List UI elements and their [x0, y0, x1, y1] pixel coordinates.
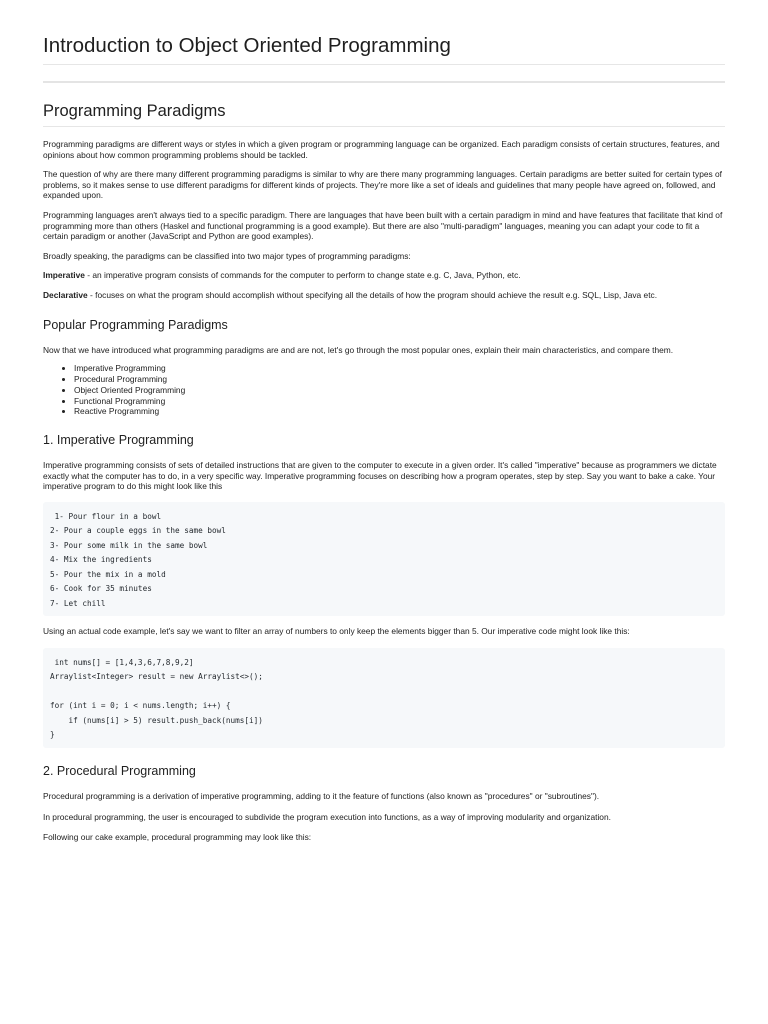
- paradigm-list: [43, 363, 725, 417]
- section-heading-programming-paradigms: Programming Paradigms: [43, 83, 725, 127]
- list-item: • Procedural Programming: [74, 374, 725, 385]
- section-heading-popular-paradigms: Popular Programming Paradigms: [43, 317, 228, 332]
- paragraph: Programming paradigms are different ways or styles in which a given program or programming language can be organized. Each paradigm consists of certain structures, features, and opinions about how common programming problems should be tackled.: [43, 139, 720, 160]
- paragraph: Procedural programming is a derivation of imperative programming, adding to it the feature of functions (also known as "procedures" or "subroutines").: [43, 790, 600, 801]
- paragraph: Programming languages aren't always tied to a specific paradigm. There are languages that have been built with a certain paradigm in mind and have features that facilitate that kind of programming more than others (Haskel and functional programming is a good example). But there are also "multi-paradigm" languages, meaning you can adapt your code to fit a certain paradigm or another (JavaScript and Python are good examples).: [43, 209, 723, 242]
- paragraph: Broadly speaking, the paradigms can be classified into two major types of programming paradigms:: [43, 250, 411, 261]
- definition-text: - focuses on what the program should accomplish without specifying all the details of how the program should achieve the result e.g. SQL, Lisp, Java etc.: [87, 289, 658, 300]
- list-item: • Functional Programming: [74, 396, 725, 407]
- term-imperative: Imperative: [43, 270, 85, 281]
- code-block-filter-example: int nums[] = [1,4,3,6,7,8,9,2] Arraylist<Integer> result = new Arraylist<>(); for (int i = 0; i < nums.length; i++) { if (nums[i] > 5) result.push_back(nums[i]) }: [43, 648, 725, 748]
- paragraph: The question of why are there many different programming paradigms is similar to why are there many programming languages. Certain paradigms are better suited for certain types of problems, so it makes sense to use different paradigms for different kinds of projects. They're more like a set of ideals and guidelines that many people have agreed on, followed, and expanded upon.: [43, 169, 723, 201]
- paragraph: Following our cake example, procedural programming may look like this:: [43, 832, 312, 843]
- paragraph: In procedural programming, the user is encouraged to subdivide the program execution into functions, as a way of improving modularity and organization.: [43, 811, 611, 822]
- paragraph: Imperative programming consists of sets of detailed instructions that are given to the computer to execute in a given order. It's called "imperative" because as programmers we dictate exactly what the computer has to do, in a very specific way. Imperative programming focuses on describing how a program operates, step by step. Say you want to bake a cake. Your imperative program to do this might look like this: [43, 460, 717, 492]
- list-item: • Object Oriented Programming: [74, 385, 725, 396]
- code-block-cake-steps: 1- Pour flour in a bowl 2- Pour a couple eggs in the same bowl 3- Pour some milk in the same bowl 4- Mix the ingredients 5- Pour the mix in a mold 6- Cook for 35 minutes 7- Let chill: [43, 502, 725, 617]
- term-declarative: Declarative: [43, 289, 88, 300]
- paragraph: Now that we have introduced what programming paradigms are and are not, let's go through the most popular ones, explain their main characteristics, and compare them.: [43, 344, 674, 355]
- definition-text: - an imperative program consists of commands for the computer to perform to change state e.g. C, Java, Python, etc.: [84, 270, 521, 281]
- list-item: • Imperative Programming: [74, 363, 725, 374]
- page-title: Introduction to Object Oriented Programming: [43, 0, 725, 65]
- section-heading-imperative: 1. Imperative Programming: [43, 433, 194, 448]
- paragraph: Using an actual code example, let's say we want to filter an array of numbers to only keep the elements bigger than 5. Our imperative code might look like this:: [43, 626, 630, 637]
- definition-imperative: [43, 270, 725, 281]
- section-heading-procedural: 2. Procedural Programming: [43, 763, 196, 778]
- definition-declarative: [43, 290, 725, 301]
- list-item: • Reactive Programming: [74, 406, 725, 417]
